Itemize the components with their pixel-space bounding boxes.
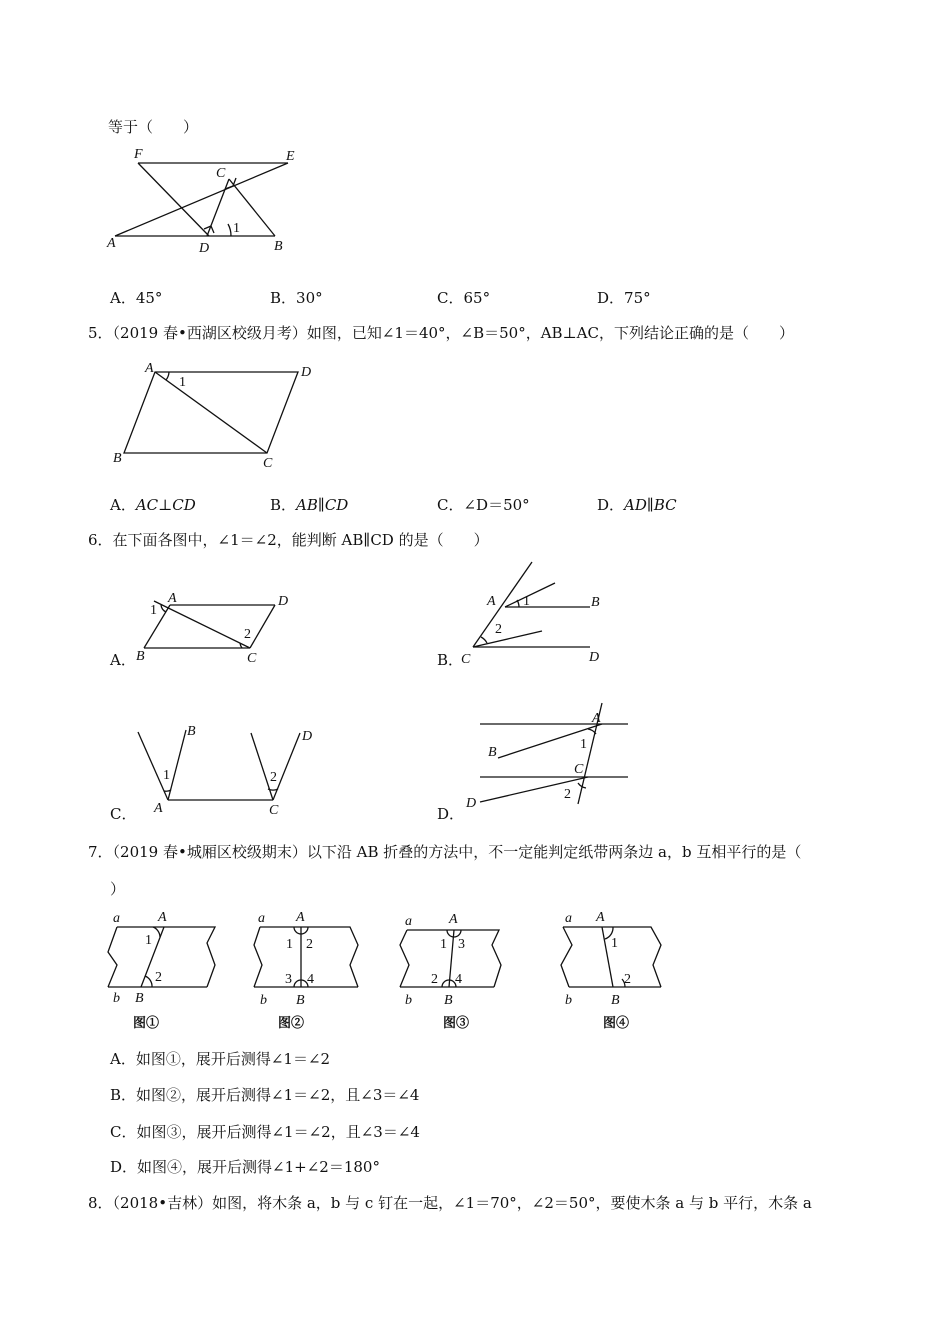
q6d-label-c: C [574,762,584,777]
q7f1-label-a: A [158,910,167,925]
q4-label-b: B [274,239,283,254]
q7f2-label-a: A [296,910,305,925]
q7-option-a[interactable]: A．如图①，展开后测得∠1＝∠2 [110,1050,331,1068]
q7f4-label-a: A [596,910,605,925]
q4-label-1: 1 [233,221,240,236]
q5-label-b: B [113,451,122,466]
q7-option-d[interactable]: D．如图④，展开后测得∠1+∠2＝180° [110,1158,380,1176]
q7f3-label-a-small: a [405,914,412,929]
q5-label-d: D [301,365,312,380]
q4-label-e: E [286,149,295,164]
q6a-label-c: C [247,651,257,666]
q4-line-ae [115,163,288,236]
q7f2-label-1: 1 [286,937,293,952]
q7f2-label-2: 2 [306,937,313,952]
q5-label-a: A [145,361,154,376]
q7f3-label-b: B [444,993,453,1008]
q6-figure-b [455,560,635,670]
q7f3-label-2: 2 [431,972,438,987]
q5-stem: 5．（2019 春•西湖区校级月考）如图，已知∠1＝40°，∠B＝50°，AB⊥AC，下列结论正确的是（ ） [88,324,794,342]
q6-option-a[interactable]: A． [110,651,136,669]
q4-line-cd [207,179,229,236]
q6a-label-2: 2 [244,627,251,642]
q4-figure [100,140,320,255]
q5-diagonal-ac [155,372,267,453]
q6a-label-a: A [168,591,177,606]
q7f1-label-2: 2 [155,970,162,985]
q6b-label-c: C [461,652,471,667]
q4-option-b[interactable]: B．30° [270,289,323,307]
q6a-label-b: B [136,649,145,664]
q6-stem: 6．在下面各图中，∠1＝∠2，能判断 AB∥CD 的是（ ） [88,531,489,549]
q7f4-label-b-small: b [565,993,572,1008]
q6c-label-b: B [187,724,196,739]
q6b-label-1: 1 [523,594,530,609]
q7f4-label-2: 2 [624,972,631,987]
q7f1-label-1: 1 [145,933,152,948]
q4-label-c: C [216,166,226,181]
q7-caption-1: 图① [133,1015,160,1030]
q6c-label-d: D [302,729,313,744]
q7-stem-line2: ） [110,880,126,898]
q7f1-label-b: B [135,991,144,1006]
q7f2-label-b: B [296,993,305,1008]
q6c-label-c: C [269,803,279,818]
q4-label-f: F [134,147,143,162]
q7f3-label-b-small: b [405,993,412,1008]
q7f2-label-b-small: b [260,993,267,1008]
q5-option-a[interactable]: A．AC⊥CD [110,496,196,514]
q6c-label-2: 2 [270,770,277,785]
q5-option-b[interactable]: B．AB∥CD [270,496,349,514]
q7f3-label-3: 3 [458,937,465,952]
q6c-label-1: 1 [163,768,170,783]
q7f4-label-a-small: a [565,911,572,926]
q6d-label-2: 2 [564,787,571,802]
q7f3-label-a: A [449,912,458,927]
q5-label-1: 1 [179,375,186,390]
q4-stem-tail: 等于（ ） [108,118,199,136]
q6-figure-d [460,700,650,810]
q6b-label-b: B [591,595,600,610]
q8-stem: 8．（2018•吉林）如图，将木条 a，b 与 c 钉在一起，∠1＝70°，∠2＝50°，要使木条 a 与 b 平行，木条 a [88,1194,812,1212]
q7f2-label-3: 3 [285,972,292,987]
q5-option-d[interactable]: D．AD∥BC [597,496,677,514]
q5-angle-1-arc [166,372,169,380]
q6a-label-1: 1 [150,603,157,618]
q6-option-b[interactable]: B． [437,651,464,669]
q7-figure-4 [555,905,675,1035]
q6-option-c[interactable]: C． [110,805,137,823]
q7-figure-3 [395,905,515,1035]
q7f4-label-b: B [611,993,620,1008]
q4-option-a[interactable]: A．45° [110,289,163,307]
q6b-label-2: 2 [495,622,502,637]
q7-caption-3: 图③ [443,1015,470,1030]
q6d-label-d: D [466,796,477,811]
q6d-label-b: B [488,745,497,760]
q7-caption-4: 图④ [603,1015,630,1030]
q4-label-d: D [199,241,210,256]
q7f4-label-1: 1 [611,936,618,951]
q4-line-fb [138,163,209,236]
q4-option-c[interactable]: C．65° [437,289,491,307]
q6-figure-a [130,580,310,670]
q7f1-label-b-small: b [113,991,120,1006]
q7f3-label-1: 1 [440,937,447,952]
q7f2-label-a-small: a [258,911,265,926]
q6c-label-a: A [154,801,163,816]
q5-label-c: C [263,456,273,471]
q7-option-c[interactable]: C．如图③，展开后测得∠1＝∠2，且∠3＝∠4 [110,1123,420,1141]
q7-caption-2: 图② [278,1015,305,1030]
q6d-label-a: A [592,711,601,726]
q5-figure [105,358,335,473]
q7f3-label-4: 4 [455,972,462,987]
q4-option-d[interactable]: D．75° [597,289,651,307]
q7-figure-2 [250,905,370,1035]
q6d-label-1: 1 [580,737,587,752]
q4-angle-1-arc [228,224,231,236]
q6-figure-c [130,720,330,820]
q7-option-b[interactable]: B．如图②，展开后测得∠1＝∠2，且∠3＝∠4 [110,1086,420,1104]
q4-label-a: A [107,236,116,251]
q7-figure-1 [105,905,225,1035]
q5-option-c[interactable]: C．∠D＝50° [437,496,530,514]
q7f2-label-4: 4 [307,972,314,987]
q6-option-d[interactable]: D． [437,805,465,823]
q7-stem-line1: 7．（2019 春•城厢区校级期末）以下沿 AB 折叠的方法中，不一定能判定纸带两条边 a，b 互相平行的是（ [88,843,802,861]
q7f1-label-a-small: a [113,911,120,926]
q6b-label-a: A [487,594,496,609]
q6b-label-d: D [589,650,600,665]
q6a-label-d: D [278,594,289,609]
